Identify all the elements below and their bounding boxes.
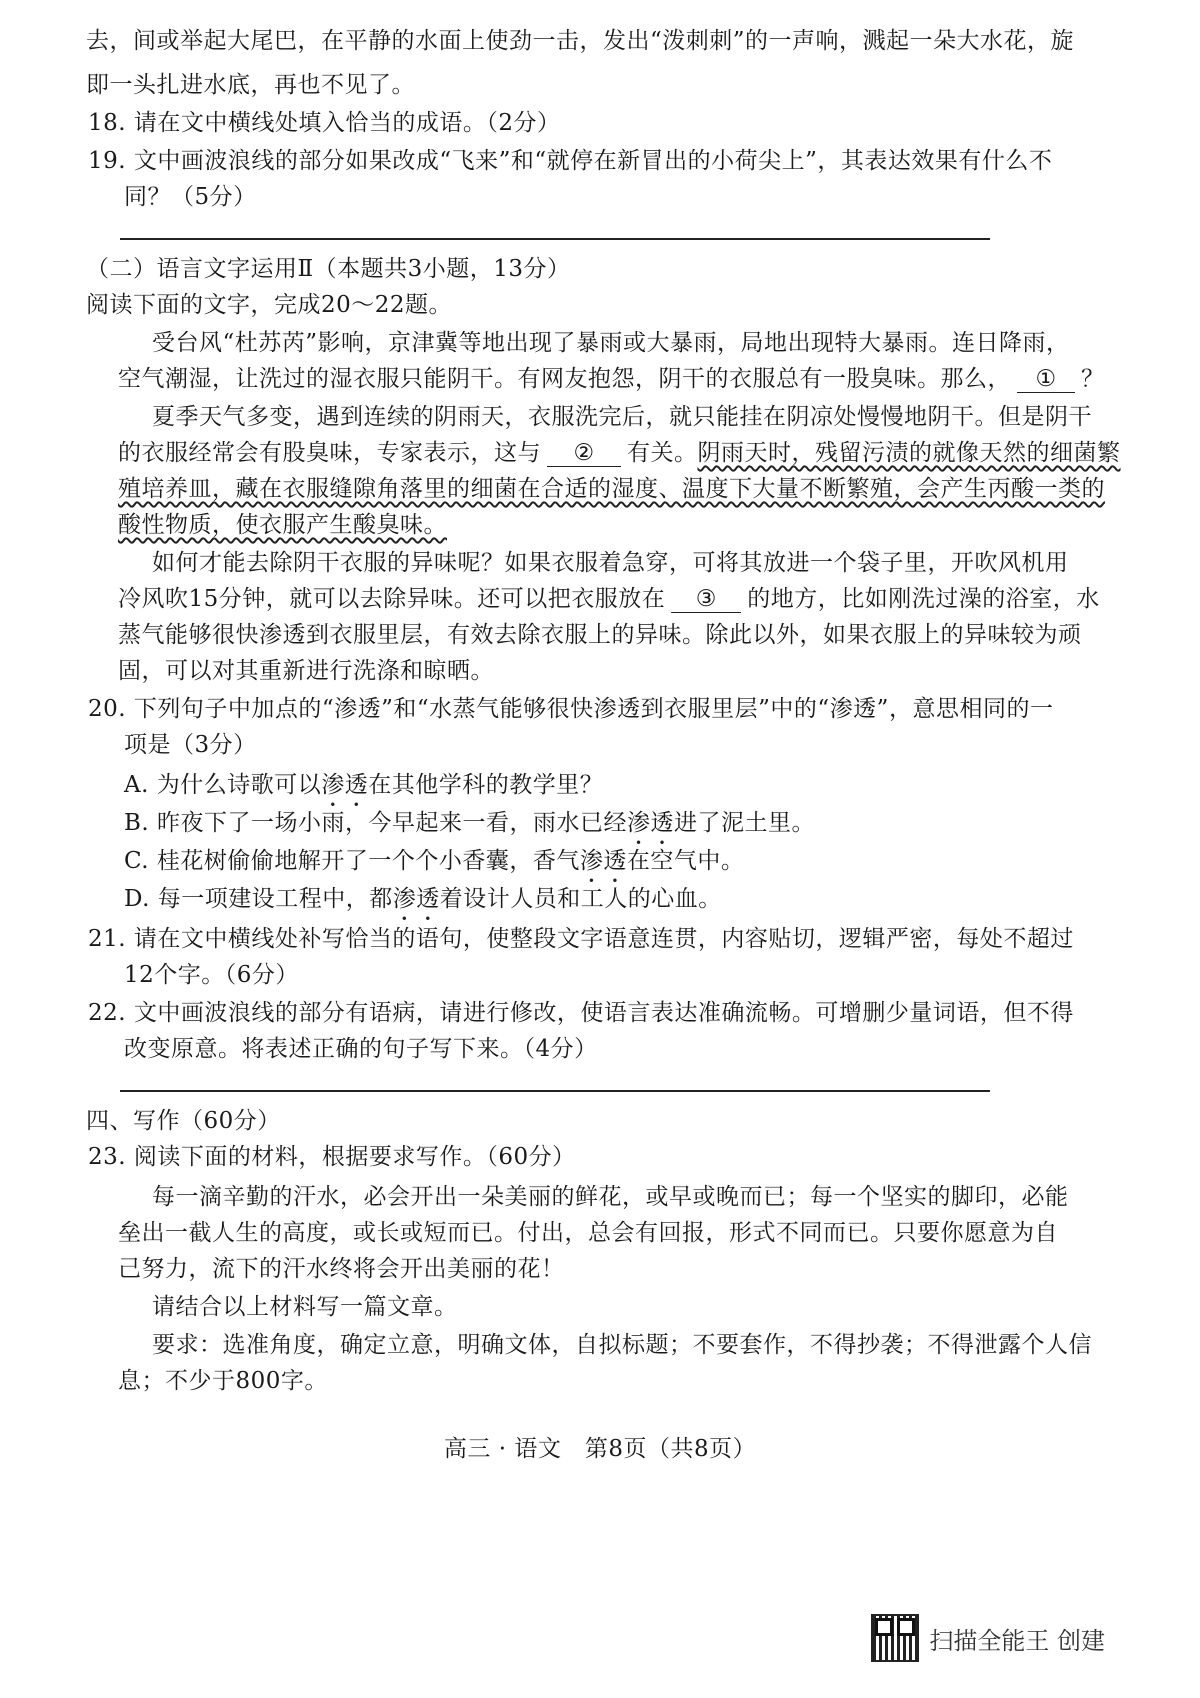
paragraph-2-line-2: 的衣服经常会有股臭味，专家表示，这与 ② 有关。阴雨天时，残留污渍的就像天然的细菌繁 (118, 440, 1121, 466)
question-22-line-1: 22. 文中画波浪线的部分有语病，请进行修改，使语言表达准确流畅。可增删少量词语，但不得 (88, 1000, 1074, 1026)
option-c: C. 桂花树偷偷地解开了一个个小香囊，香气渗透在空气中。 (124, 848, 745, 874)
paragraph-1-line-1: 受台风“杜苏芮”影响，京津冀等地出现了暴雨或大暴雨，局地出现特大暴雨。连日降雨， (152, 330, 1070, 356)
section-4-heading: 四、写作（60分） (86, 1108, 281, 1134)
question-19-line-2: 同？（5分） (124, 184, 257, 210)
paragraph-1-line-2: 空气潮湿，让洗过的湿衣服只能阴干。有网友抱怨，阴干的衣服总有一股臭味。那么， ① ？ (118, 366, 1105, 392)
blank-1: ① (1017, 366, 1075, 393)
requirements-line-2: 息；不少于800字。 (118, 1368, 328, 1394)
question-19-line-1: 19. 文中画波浪线的部分如果改成“飞来”和“就停在新冒出的小荷尖上”，其表达效果有什么不 (88, 148, 1053, 174)
material-line-3: 己努力，流下的汗水终将会开出美丽的花！ (118, 1256, 565, 1282)
paragraph-3-line-2: 冷风吹15分钟，就可以去除异味。还可以把衣服放在 ③ 的地方，比如刚洗过澡的浴室，水 (118, 586, 1100, 612)
answer-line-22 (120, 1090, 990, 1092)
question-18: 18. 请在文中横线处填入恰当的成语。（2分） (88, 110, 561, 136)
scanner-watermark (871, 1614, 1105, 1662)
paragraph-3-line-3: 蒸气能够很快渗透到衣服里层，有效去除衣服上的异味。除此以外，如果衣服上的异味较为顽 (118, 622, 1082, 648)
blank-2: ② (547, 440, 621, 467)
answer-line-19 (120, 238, 990, 240)
passage-continuation-line-2: 即一头扎进水底，再也不见了。 (86, 72, 415, 98)
question-20-line-1: 20. 下列句子中加点的“渗透”和“水蒸气能够很快渗透到衣服里层”中的“渗透”，意思相同的一 (88, 696, 1054, 722)
qr-code-icon (871, 1614, 919, 1662)
option-d: D. 每一项建设工程中，都渗透着设计人员和工人的心血。 (124, 886, 722, 912)
blank-3: ③ (671, 586, 741, 613)
section-2-heading: （二）语言文字运用Ⅱ（本题共3小题，13分） (86, 256, 571, 282)
question-21-line-1: 21. 请在文中横线处补写恰当的语句，使整段文字语意连贯，内容贴切，逻辑严密，每处不超过 (88, 926, 1074, 952)
paragraph-3-line-4: 固，可以对其重新进行洗涤和晾晒。 (118, 658, 494, 684)
page-footer: 高三 · 语文 第8页（共8页） (443, 1436, 757, 1462)
paragraph-2-line-1: 夏季天气多变，遇到连续的阴雨天，衣服洗完后，就只能挂在阴凉处慢慢地阴干。但是阴干 (152, 404, 1092, 430)
watermark-text: 扫描全能王 创建 (929, 1626, 1105, 1655)
option-a: A. 为什么诗歌可以渗透在其他学科的教学里？ (124, 772, 604, 798)
option-b: B. 昨夜下了一场小雨，今早起来一看，雨水已经渗透进了泥土里。 (124, 810, 816, 836)
question-23: 23. 阅读下面的材料，根据要求写作。（60分） (88, 1144, 576, 1170)
question-21-line-2: 12个字。（6分） (124, 962, 299, 988)
passage-continuation-line-1: 去，间或举起大尾巴，在平静的水面上使劲一击，发出“泼刺刺”的一声响，溅起一朵大水花，旋 (86, 28, 1075, 54)
question-20-line-2: 项是（3分） (124, 732, 257, 758)
material-line-1: 每一滴辛勤的汗水，必会开出一朵美丽的鲜花，或早或晚而已；每一个坚实的脚印，必能 (152, 1184, 1069, 1210)
paragraph-3-line-1: 如何才能去除阴干衣服的异味呢？如果衣服着急穿，可将其放进一个袋子里，开吹风机用 (152, 550, 1069, 576)
paragraph-2-line-3: 殖培养皿，藏在衣服缝隙角落里的细菌在合适的湿度、温度下大量不断繁殖，会产生丙酸一类的 (118, 476, 1105, 502)
question-22-line-2: 改变原意。将表述正确的句子写下来。（4分） (124, 1036, 598, 1062)
wavy-underlined-text: 阴雨天时，残留污渍的就像天然的细菌繁 (697, 440, 1121, 466)
paragraph-2-line-4: 酸性物质，使衣服产生酸臭味。 (118, 512, 447, 538)
writing-prompt: 请结合以上材料写一篇文章。 (152, 1294, 458, 1320)
requirements-line-1: 要求：选准角度，确定立意，明确文体，自拟标题；不要套作，不得抄袭；不得泄露个人信 (152, 1332, 1092, 1358)
section-2-instruction: 阅读下面的文字，完成20～22题。 (86, 292, 453, 318)
material-line-2: 垒出一截人生的高度，或长或短而已。付出，总会有回报，形式不同而已。只要你愿意为自 (118, 1220, 1058, 1246)
